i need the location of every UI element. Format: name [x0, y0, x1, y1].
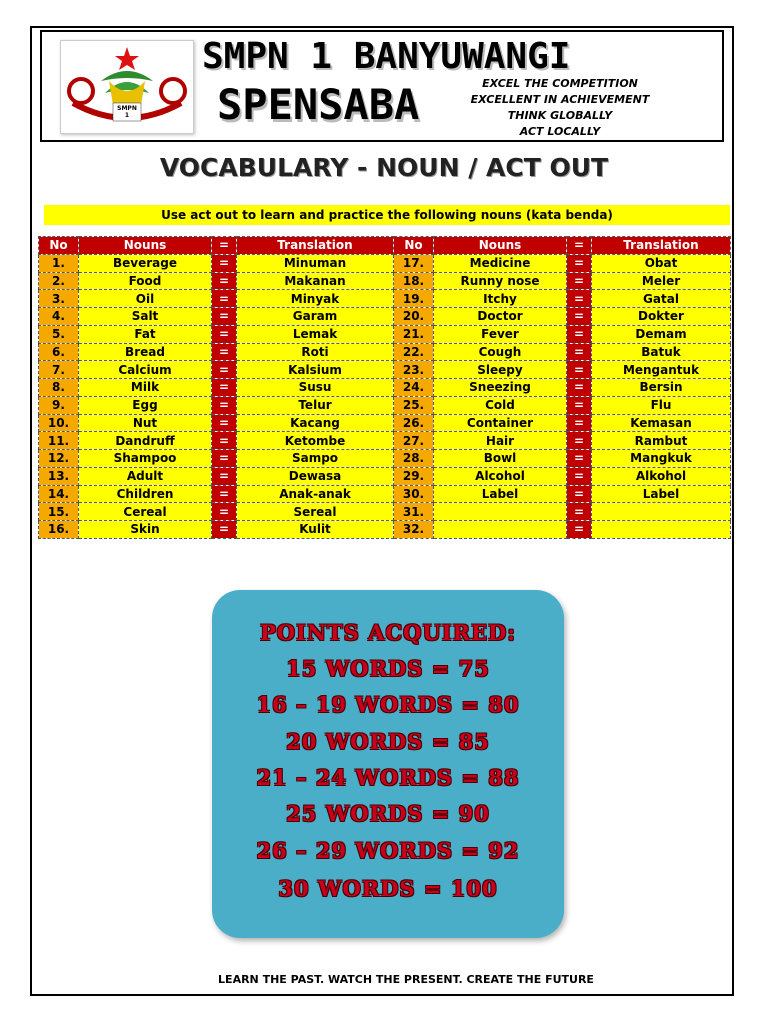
motto-line: THINK GLOBALLY — [507, 109, 613, 122]
equals-cell: = — [567, 414, 592, 432]
noun-cell: Dandruff — [79, 432, 212, 450]
row-number-cell: 30. — [394, 485, 434, 503]
row-number-cell: 19. — [394, 290, 434, 308]
row-number-cell: 31. — [394, 503, 434, 521]
noun-cell: Alcohol — [434, 467, 567, 485]
row-number-cell: 27. — [394, 432, 434, 450]
noun-cell: Fat — [79, 325, 212, 343]
equals-cell: = — [212, 290, 237, 308]
row-number-cell: 22. — [394, 343, 434, 361]
row-number-cell: 21. — [394, 325, 434, 343]
table-row — [39, 290, 731, 308]
row-number-cell: 6. — [39, 343, 79, 361]
translation-cell: Minyak — [237, 290, 394, 308]
noun-cell: Skin — [79, 521, 212, 539]
translation-cell: Sereal — [237, 503, 394, 521]
row-number-cell: 2. — [39, 272, 79, 290]
row-number-cell: 11. — [39, 432, 79, 450]
school-motto — [450, 76, 670, 140]
equals-cell: = — [212, 432, 237, 450]
translation-cell: Kulit — [237, 521, 394, 539]
header-translation: Translation — [237, 237, 394, 255]
equals-cell: = — [212, 521, 237, 539]
row-number-cell: 20. — [394, 308, 434, 326]
points-line: 21 – 24 WORDS = 88 — [256, 765, 520, 790]
header-equals: = — [212, 237, 237, 255]
noun-cell: Salt — [79, 308, 212, 326]
equals-cell: = — [212, 503, 237, 521]
translation-cell: Meler — [592, 272, 731, 290]
equals-cell: = — [567, 432, 592, 450]
header-translation: Translation — [592, 237, 731, 255]
logo-text-line-1: SMPN — [117, 105, 137, 112]
noun-cell: Shampoo — [79, 450, 212, 468]
table-row — [39, 272, 731, 290]
page-title: VOCABULARY - NOUN / ACT OUT — [159, 153, 609, 182]
translation-cell: Demam — [592, 325, 731, 343]
row-number-cell: 32. — [394, 521, 434, 539]
logo-text-line-2: 1 — [124, 112, 130, 119]
table-row — [39, 503, 731, 521]
translation-cell: Kemasan — [592, 414, 731, 432]
noun-cell: Oil — [79, 290, 212, 308]
translation-cell: Gatal — [592, 290, 731, 308]
table-row — [39, 521, 731, 539]
instruction-banner: Use act out to learn and practice the following nouns (kata benda) — [44, 205, 730, 225]
equals-cell: = — [212, 308, 237, 326]
equals-cell: = — [212, 272, 237, 290]
table-row — [39, 379, 731, 397]
equals-cell: = — [212, 343, 237, 361]
noun-cell: Container — [434, 414, 567, 432]
motto-line: EXCEL THE COMPETITION — [482, 77, 638, 90]
school-logo — [60, 40, 194, 134]
motto-line: EXCELLENT IN ACHIEVEMENT — [470, 93, 650, 106]
noun-cell: Runny nose — [434, 272, 567, 290]
row-number-cell: 24. — [394, 379, 434, 397]
table-row — [39, 467, 731, 485]
header-no: No — [394, 237, 434, 255]
translation-cell: Sampo — [237, 450, 394, 468]
row-number-cell: 7. — [39, 361, 79, 379]
translation-cell: Susu — [237, 379, 394, 397]
noun-cell: Cold — [434, 396, 567, 414]
table-header-row — [39, 237, 731, 255]
equals-cell: = — [567, 254, 592, 272]
school-header — [40, 30, 724, 142]
translation-cell: Kalsium — [237, 361, 394, 379]
noun-cell: Cough — [434, 343, 567, 361]
equals-cell: = — [567, 272, 592, 290]
row-number-cell: 18. — [394, 272, 434, 290]
table-row — [39, 308, 731, 326]
equals-cell: = — [567, 343, 592, 361]
equals-cell: = — [212, 485, 237, 503]
row-number-cell: 12. — [39, 450, 79, 468]
equals-cell: = — [212, 396, 237, 414]
noun-cell: Hair — [434, 432, 567, 450]
translation-cell: Ketombe — [237, 432, 394, 450]
row-number-cell: 9. — [39, 396, 79, 414]
row-number-cell: 25. — [394, 396, 434, 414]
equals-cell: = — [212, 325, 237, 343]
table-row — [39, 396, 731, 414]
noun-cell: Egg — [79, 396, 212, 414]
translation-cell — [592, 521, 731, 539]
equals-cell: = — [212, 361, 237, 379]
equals-cell: = — [567, 308, 592, 326]
school-name: SMPN 1 BANYUWANGI — [202, 36, 571, 77]
noun-cell: Bread — [79, 343, 212, 361]
table-row — [39, 325, 731, 343]
school-emblem-icon — [61, 41, 193, 133]
points-line: 25 WORDS = 90 — [286, 801, 490, 826]
points-acquired-box — [212, 590, 564, 938]
equals-cell: = — [567, 450, 592, 468]
equals-cell: = — [567, 521, 592, 539]
translation-cell: Telur — [237, 396, 394, 414]
translation-cell: Label — [592, 485, 731, 503]
translation-cell: Garam — [237, 308, 394, 326]
equals-cell: = — [567, 396, 592, 414]
translation-cell: Lemak — [237, 325, 394, 343]
noun-cell: Itchy — [434, 290, 567, 308]
translation-cell: Batuk — [592, 343, 731, 361]
noun-cell: Food — [79, 272, 212, 290]
equals-cell: = — [212, 414, 237, 432]
equals-cell: = — [567, 467, 592, 485]
row-number-cell: 23. — [394, 361, 434, 379]
table-row — [39, 343, 731, 361]
row-number-cell: 1. — [39, 254, 79, 272]
translation-cell: Rambut — [592, 432, 731, 450]
equals-cell: = — [567, 325, 592, 343]
equals-cell: = — [567, 361, 592, 379]
row-number-cell: 17. — [394, 254, 434, 272]
table-row — [39, 450, 731, 468]
row-number-cell: 26. — [394, 414, 434, 432]
translation-cell: Dewasa — [237, 467, 394, 485]
noun-cell: Label — [434, 485, 567, 503]
motto-line: ACT LOCALLY — [519, 125, 601, 138]
noun-cell: Beverage — [79, 254, 212, 272]
equals-cell: = — [212, 379, 237, 397]
header-equals: = — [567, 237, 592, 255]
header-nouns: Nouns — [434, 237, 567, 255]
vocabulary-table — [38, 236, 731, 539]
school-short-name: SPENSABA — [217, 80, 420, 129]
noun-cell: Sleepy — [434, 361, 567, 379]
row-number-cell: 10. — [39, 414, 79, 432]
equals-cell: = — [567, 503, 592, 521]
noun-cell: Bowl — [434, 450, 567, 468]
row-number-cell: 29. — [394, 467, 434, 485]
noun-cell — [434, 503, 567, 521]
points-line: 16 – 19 WORDS = 80 — [256, 692, 520, 717]
footer-slogan: LEARN THE PAST. WATCH THE PRESENT. CREATE THE FUTURE — [218, 973, 594, 986]
noun-cell: Adult — [79, 467, 212, 485]
equals-cell: = — [212, 467, 237, 485]
translation-cell: Makanan — [237, 272, 394, 290]
table-row — [39, 485, 731, 503]
points-line: 26 – 29 WORDS = 92 — [256, 838, 520, 863]
translation-cell: Bersin — [592, 379, 731, 397]
translation-cell: Anak-anak — [237, 485, 394, 503]
equals-cell: = — [567, 290, 592, 308]
noun-cell — [434, 521, 567, 539]
translation-cell: Alkohol — [592, 467, 731, 485]
translation-cell: Kacang — [237, 414, 394, 432]
translation-cell: Mengantuk — [592, 361, 731, 379]
noun-cell: Medicine — [434, 254, 567, 272]
translation-cell — [592, 503, 731, 521]
points-line: 20 WORDS = 85 — [286, 729, 490, 754]
row-number-cell: 8. — [39, 379, 79, 397]
points-line: 15 WORDS = 75 — [286, 656, 490, 681]
table-row — [39, 414, 731, 432]
table-row — [39, 361, 731, 379]
row-number-cell: 28. — [394, 450, 434, 468]
row-number-cell: 16. — [39, 521, 79, 539]
row-number-cell: 3. — [39, 290, 79, 308]
vocabulary-table-body — [39, 254, 731, 538]
translation-cell: Dokter — [592, 308, 731, 326]
equals-cell: = — [212, 254, 237, 272]
table-row — [39, 432, 731, 450]
noun-cell: Calcium — [79, 361, 212, 379]
equals-cell: = — [567, 485, 592, 503]
translation-cell: Flu — [592, 396, 731, 414]
row-number-cell: 14. — [39, 485, 79, 503]
translation-cell: Minuman — [237, 254, 394, 272]
translation-cell: Obat — [592, 254, 731, 272]
row-number-cell: 5. — [39, 325, 79, 343]
noun-cell: Nut — [79, 414, 212, 432]
points-line: 30 WORDS = 100 — [278, 876, 498, 901]
row-number-cell: 15. — [39, 503, 79, 521]
points-title: POINTS ACQUIRED: — [259, 620, 517, 645]
translation-cell: Roti — [237, 343, 394, 361]
logo-text-line-3: BANYUWANGI — [103, 122, 151, 129]
table-row — [39, 254, 731, 272]
header-no: No — [39, 237, 79, 255]
equals-cell: = — [212, 450, 237, 468]
noun-cell: Children — [79, 485, 212, 503]
noun-cell: Cereal — [79, 503, 212, 521]
header-nouns: Nouns — [79, 237, 212, 255]
noun-cell: Doctor — [434, 308, 567, 326]
translation-cell: Mangkuk — [592, 450, 731, 468]
noun-cell: Milk — [79, 379, 212, 397]
noun-cell: Fever — [434, 325, 567, 343]
noun-cell: Sneezing — [434, 379, 567, 397]
row-number-cell: 4. — [39, 308, 79, 326]
equals-cell: = — [567, 379, 592, 397]
row-number-cell: 13. — [39, 467, 79, 485]
